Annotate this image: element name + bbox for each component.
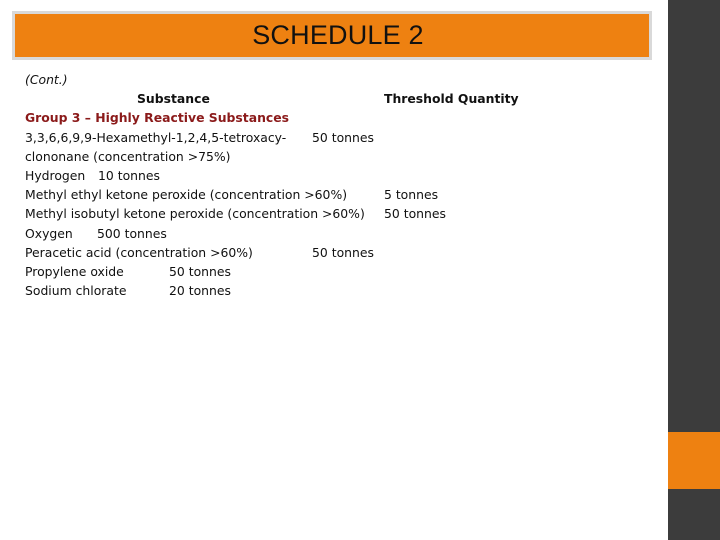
substance-name: Hydrogen <box>25 167 86 183</box>
substance-name: Sodium chlorate <box>25 283 127 299</box>
threshold-quantity: 5 tonnes <box>384 187 439 203</box>
group-heading: Group 3 – Highly Reactive Substances <box>25 110 290 126</box>
threshold-quantity: 50 tonnes <box>312 244 374 260</box>
substance-name: Methyl isobutyl ketone peroxide (concentration >60%) <box>25 206 365 222</box>
table-row-continuation <box>25 147 655 166</box>
group-heading-row <box>25 108 655 127</box>
schedule-content <box>25 70 655 300</box>
sidebar-decoration-dark-bottom <box>668 489 720 540</box>
threshold-quantity: 50 tonnes <box>312 129 374 145</box>
threshold-quantity: 10 tonnes <box>98 167 160 183</box>
threshold-quantity: 50 tonnes <box>384 206 446 222</box>
threshold-quantity: 20 tonnes <box>169 283 231 299</box>
table-row <box>25 224 655 243</box>
substance-name: Methyl ethyl ketone peroxide (concentration >60%) <box>25 187 348 203</box>
column-header-row <box>25 89 655 108</box>
substance-name: Propylene oxide <box>25 263 124 279</box>
table-row <box>25 128 655 147</box>
table-row <box>25 262 655 281</box>
sidebar-decoration-dark <box>668 0 720 432</box>
table-row <box>25 166 655 185</box>
table-row <box>25 281 655 300</box>
substance-name: Peracetic acid (concentration >60%) <box>25 244 253 260</box>
substance-name: Oxygen <box>25 225 73 241</box>
slide-title: SCHEDULE 2 <box>252 20 424 50</box>
cont-line <box>25 70 655 89</box>
substance-name-continued: clononane (concentration >75%) <box>25 148 231 164</box>
table-row <box>25 185 655 204</box>
threshold-quantity: 50 tonnes <box>169 263 231 279</box>
threshold-column-header: Threshold Quantity <box>384 91 519 107</box>
title-banner <box>12 11 652 60</box>
sidebar-decoration-accent <box>668 432 720 489</box>
table-row <box>25 243 655 262</box>
substance-column-header: Substance <box>137 91 210 107</box>
table-row <box>25 204 655 223</box>
substance-name: 3,3,6,6,9,9-Hexamethyl-1,2,4,5-tetroxacy- <box>25 129 287 145</box>
cont-label: (Cont.) <box>25 72 68 87</box>
threshold-quantity: 500 tonnes <box>97 225 167 241</box>
